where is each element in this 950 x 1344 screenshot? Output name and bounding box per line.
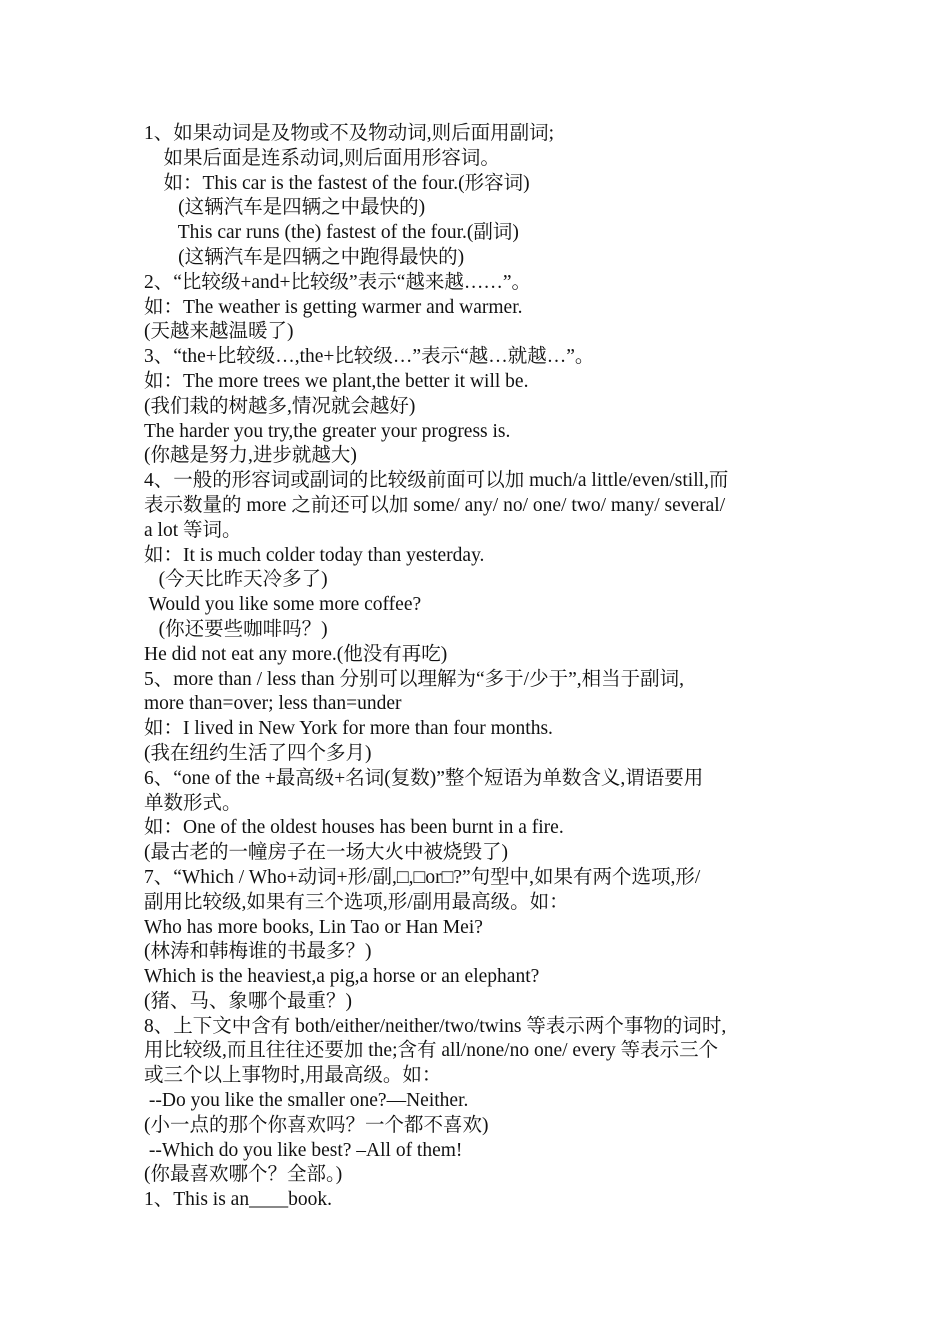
example-translation: (你还要些咖啡吗？) (144, 618, 328, 640)
example-sentence: 如：One of the oldest houses has been burnt in a fire. (144, 817, 564, 839)
example-translation: (最古老的一幢房子在一场大火中被烧毁了) (144, 842, 508, 864)
rule-6-heading: 6、“one of the +最高级+名词(复数)”整个短语为单数含义,谓语要用 (144, 767, 704, 789)
rule-4-text: 表示数量的 more 之前还可以加 some/ any/ no/ one/ two/ many/ several/ (144, 494, 726, 516)
example-translation: (我在纽约生活了四个多月) (144, 742, 372, 764)
example-translation: (林涛和韩梅谁的书最多？) (144, 941, 372, 963)
rule-6-text: 单数形式。 (144, 792, 242, 814)
rule-3-heading: 3、“the+比较级…,the+比较级…”表示“越…就越…”。 (144, 346, 595, 368)
rule-8-heading: 8、上下文中含有 both/either/neither/two/twins 等表示两个事物的词时, (144, 1015, 727, 1037)
example-sentence: 如：The weather is getting warmer and warmer. (144, 296, 523, 318)
rule-2-heading: 2、“比较级+and+比较级”表示“越来越……”。 (144, 271, 532, 293)
example-sentence: The harder you try,the greater your progress is. (144, 420, 511, 442)
example-sentence: 如：The more trees we plant,the better it will be. (144, 370, 529, 392)
rule-4-heading: 4、一般的形容词或副词的比较级前面可以加 much/a little/even/still,而 (144, 470, 729, 492)
example-translation: (今天比昨天冷多了) (144, 569, 328, 591)
rule-8-text: 用比较级,而且往往还要加 the;含有 all/none/no one/ every 等表示三个 (144, 1040, 719, 1062)
example-sentence: 如：It is much colder today than yesterday. (144, 544, 485, 566)
example-translation: (你最喜欢哪个？全部。) (144, 1164, 343, 1186)
rule-7-text: 副用比较级,如果有三个选项,形/副用最高级。如： (144, 891, 569, 913)
rule-1-text: 如果后面是连系动词,则后面用形容词。 (144, 147, 500, 169)
example-translation: (猪、马、象哪个最重？) (144, 990, 352, 1012)
example-sentence: Which is the heaviest,a pig,a horse or an elephant? (144, 966, 540, 988)
document-body (144, 122, 814, 1213)
example-sentence: 如：This car is the fastest of the four.(形容词) (144, 172, 530, 194)
example-translation: (这辆汽车是四辆之中最快的) (144, 197, 426, 219)
rule-1-heading: 1、如果动词是及物或不及物动词,则后面用副词; (144, 123, 555, 144)
rule-5-heading: 5、more than / less than 分别可以理解为“多于/少于”,相当于副词, (144, 668, 684, 690)
rule-4-text: a lot 等词。 (144, 519, 242, 541)
example-translation: (这辆汽车是四辆之中跑得最快的) (144, 246, 465, 268)
example-translation: (小一点的那个你喜欢吗？一个都不喜欢) (144, 1114, 489, 1136)
example-sentence: --Do you like the smaller one?—Neither. (144, 1090, 469, 1112)
example-translation: (你越是努力,进步就越大) (144, 445, 357, 467)
example-translation: (我们栽的树越多,情况就会越好) (144, 395, 416, 417)
exercise-1: 1、This is an____book. (144, 1189, 332, 1211)
example-sentence: Would you like some more coffee? (144, 594, 422, 616)
rule-7-heading: 7、“Which / Who+动词+形/副,□,□or□?”句型中,如果有两个选项,形/ (144, 866, 701, 888)
example-sentence: He did not eat any more.(他没有再吃) (144, 643, 448, 665)
rule-8-text: 或三个以上事物时,用最高级。如： (144, 1065, 442, 1087)
example-translation: (天越来越温暖了) (144, 321, 294, 343)
rule-5-text: more than=over; less than=under (144, 693, 402, 715)
example-sentence: 如：I lived in New York for more than four months. (144, 718, 553, 740)
example-sentence: --Which do you like best? –All of them! (144, 1139, 463, 1161)
example-sentence: Who has more books, Lin Tao or Han Mei? (144, 916, 483, 938)
example-sentence: This car runs (the) fastest of the four.(副词) (144, 222, 519, 244)
